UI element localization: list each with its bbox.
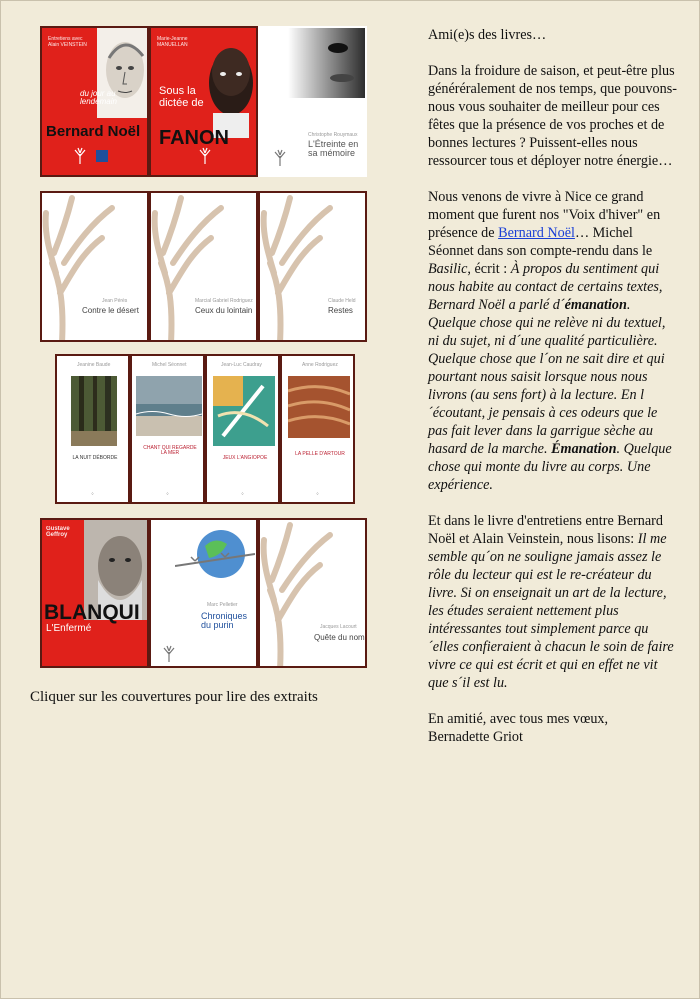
book-cover-chroniques-du-purin[interactable]: [149, 518, 258, 668]
tree-logo-icon: [197, 146, 213, 164]
book-author: Marc Pelletier: [207, 602, 238, 608]
tree-logo-icon: [161, 644, 177, 662]
publisher-mark: ◊: [241, 491, 244, 496]
paragraph-voix-d-hiver: [428, 188, 678, 494]
cover-photo-image: [288, 376, 350, 438]
book-title: Restes: [328, 306, 353, 315]
publisher-mark: ◊: [316, 491, 319, 496]
publisher-mark: ◊: [166, 491, 169, 496]
newsletter-text: [428, 26, 678, 746]
book-cover-fanon[interactable]: [149, 26, 258, 177]
book-author: Marie-Jeanne MANUELLAN: [157, 36, 188, 48]
quote-part: . Quelque chose qui ne relève ni du textuel, ni du sujet, ni d´une qualité particulière. Quelque chose que l´on ne sait dire et qui pourtant nous saisit lorsque nous nous livrons (au sens fort) à la lecture. En l´écoutant, je pensais à ces odeurs que le pas fait lever dans la garrigue sèche au hasard de la marche.: [428, 297, 666, 457]
book-author: Michel Séonnet: [152, 362, 187, 368]
book-cover-contre-le-desert[interactable]: [40, 191, 149, 342]
book-title: JEUX L'ANGIOPOE: [222, 455, 268, 461]
text: , écrit :: [467, 261, 511, 277]
book-title: CHANT QUI REGARDE LA MER: [143, 445, 197, 457]
book-cover-etreinte[interactable]: [258, 26, 367, 177]
closing: [428, 710, 678, 746]
book-cover-la-nuit-deborde[interactable]: [55, 354, 130, 504]
book-title: L'Étreinte en sa mémoire: [308, 139, 359, 159]
emphasis: Émanation: [551, 441, 617, 457]
quote: [428, 261, 672, 493]
emphasis: émanation: [564, 297, 627, 313]
book-subtitle: du jour au lendemain: [80, 89, 117, 107]
text: … Michel Séonnet dans son compte-rendu dans le: [428, 225, 653, 259]
cover-photo-image: [288, 28, 367, 98]
book-cover-quete-du-nom[interactable]: [258, 518, 367, 668]
tree-illustration-icon: [42, 193, 122, 342]
book-cover-jeux[interactable]: [205, 354, 280, 504]
book-author: Jean Pérès: [102, 298, 128, 304]
cover-photo-image: [71, 376, 117, 446]
quote-part: À propos du sentiment qui nous habite au contact de certains textes, Bernard Noël a parlé d´: [428, 261, 663, 313]
book-author: Entretiens avec Alain VEINSTEIN: [48, 36, 87, 48]
book-title: BLANQUI: [44, 601, 140, 624]
globe-barbed-wire-image: [175, 526, 255, 586]
tree-logo-icon: [272, 148, 288, 166]
book-author: Claude Held: [328, 298, 356, 304]
book-title: Quête du nom: [314, 633, 365, 642]
publisher-mark: ◊: [91, 491, 94, 496]
book-author: Jean-Luc Caudray: [221, 362, 262, 368]
book-title: LA PELLE D'ARTOUR: [295, 451, 345, 457]
basilic-title: Basilic: [428, 261, 468, 277]
closing-line: En amitié, avec tous mes vœux,: [428, 711, 609, 727]
book-cover-restes[interactable]: [258, 191, 367, 342]
book-author: Christophe Rouymaux: [308, 132, 358, 138]
cover-photo-image: [213, 376, 275, 446]
book-author: Jacques Lacourt: [320, 624, 357, 630]
book-cover-blanqui[interactable]: [40, 518, 149, 668]
quote: Il me semble qu´on ne souligne jamais assez le rôle du lecteur qui est le re-créateur du livre. Si on enseignait un art de la lecture, les études seraient nettement plus intéressantes tout simplement parce qu´elles confieraient à chacun le soin de faire vivre ce qui est écrit et qui en effet ne vit que s´il est lu.: [428, 531, 674, 691]
book-title: FANON: [159, 127, 229, 149]
book-author: Jeanine Baude: [77, 362, 111, 368]
book-title: Bernard Noël: [46, 123, 141, 140]
book-title: Contre le désert: [82, 306, 139, 315]
book-cover-chant[interactable]: [130, 354, 205, 504]
bernard-noel-link[interactable]: Bernard Noël: [498, 225, 575, 241]
quote-part: . Quelque chose qui monte du livre au corps. Une expérience.: [428, 441, 672, 493]
book-cover-pelle[interactable]: [280, 354, 355, 504]
paragraph-wishes: Dans la froidure de saison, et peut-être plus généréralement de nos temps, que pouvons-nous vous souhaiter de meilleur pour ces fêtes que la présence de vos proches et de bonnes lectures ? Puissent-elles nous ressourcer tous et déployer notre énergie…: [428, 63, 677, 169]
text: Et dans le livre d'entretiens entre Bernard Noël et Alain Veinstein, nous lisons:: [428, 513, 663, 547]
covers-caption: Cliquer sur les couvertures pour lire des extraits: [30, 689, 318, 705]
signature: Bernadette Griot: [428, 729, 523, 745]
text: Nous venons de vivre à Nice ce grand moment que furent nos "Voix d'hiver" en présence de: [428, 189, 661, 241]
author-portrait-image: [199, 28, 258, 138]
book-cover-bernard-noel[interactable]: [40, 26, 149, 177]
tree-illustration-icon: [151, 193, 231, 342]
book-author: Gustave Geffroy: [46, 526, 70, 538]
cover-photo-image: [136, 376, 202, 436]
paragraph-entretiens: [428, 512, 678, 692]
tree-logo-icon: [72, 146, 88, 164]
book-author: Anne Rodriguez: [302, 362, 338, 368]
book-subtitle: Sous la dictée de: [159, 85, 204, 109]
ina-logo-icon: [96, 150, 108, 162]
tree-illustration-icon: [260, 193, 340, 342]
greeting: Ami(e)s des livres…: [428, 27, 547, 43]
book-title: LA NUIT DÉBORDE: [72, 455, 118, 461]
book-subtitle: L'Enfermé: [46, 623, 92, 634]
book-cover-ceux-du-lointain[interactable]: [149, 191, 258, 342]
book-author: Marcial Gabriel Rodriguez: [195, 298, 253, 304]
tree-illustration-icon: [260, 520, 340, 668]
book-title: Ceux du lointain: [195, 306, 253, 315]
book-title: Chroniques du purin: [201, 611, 248, 631]
